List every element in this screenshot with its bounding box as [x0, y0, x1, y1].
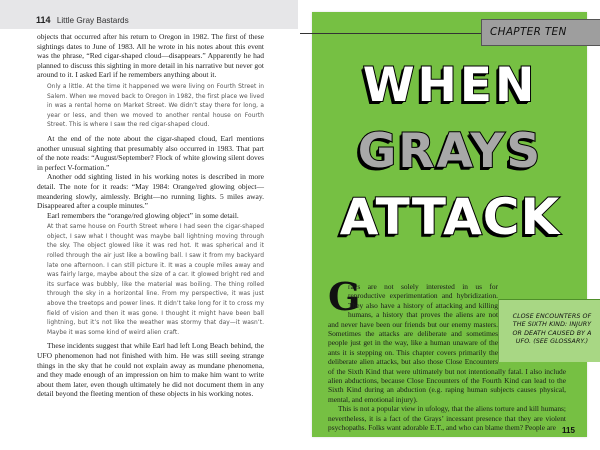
book-title: Little Gray Bastards — [56, 16, 129, 25]
definition-sidebar — [498, 299, 600, 362]
left-body-text — [37, 32, 264, 399]
paragraph: This is not a popular view in ufology, that the aliens torture and kill humans; nevertheless, it is a fact of the Grays’ incessant presence that they are violent psychopaths. Folks want adorable E.T., and who can blame them? People are — [328, 404, 566, 433]
running-head — [0, 0, 298, 29]
right-page — [300, 0, 600, 450]
chapter-title-line-1: WHEN — [362, 58, 538, 113]
paragraph: Earl remembers the “orange/red glowing object” in some detail. — [47, 210, 239, 220]
chapter-title-line-3: ATTACK — [339, 188, 561, 246]
paragraph: Another odd sighting listed in his working notes is described in more detail. The note for it reads: “May 1984: Orange/red glowing object—meandering slowly, aimlessly. Bright—no running lights. 5 miles away. Disappeared after a couple minutes.” — [37, 172, 264, 211]
chapter-label — [481, 19, 600, 46]
sidebar-note-text: CLOSE ENCOUNTERS OF THE SIXTH KIND: INJURY OR DEATH CAUSED BY A UFO. (SEE GLOSSARY.) — [512, 313, 592, 346]
running-head-text — [36, 15, 129, 25]
paragraph: At the end of the note about the cigar-shaped cloud, Earl mentions another unusual sighting that presumably also occurred in 1983. That part of the note reads: “August/September? Flock of white glowing silent doves in perfect V-formation.” — [37, 133, 264, 172]
chapter-title-line-2: GRAYS — [357, 124, 543, 179]
block-quote: At that same house on Fourth Street where I had seen the cigar-shaped object, I saw what I thought was maybe ball lightning moving through the sky. The object glowed like it was red hot. It was spherical and it rolled through the air just like a bowling ball. I saw it from my backyard late one afternoon. I can still picture it. It was a couple miles away and was fairly large, maybe about the size of a car. It glowed bright red and its surface was bubbly, like the material was boiling. The thing rolled through the sky in a horizontal line. From my perspective, it was just above the treetops and power lines. It didn’t take long for it to cross my field of vision and then it was gone. I thought it might have been ball lightning, but it’s not like the weather was stormy that day—it wasn’t. Maybe it was some kind of weird alien craft. — [47, 224, 264, 336]
paragraph: These incidents suggest that while Earl had left Long Beach behind, the UFO phenomenon had not finished with him. He was still seeing strange things in the sky that he could not explain away as mundane phenomena, and they made enough of an impression on him to make him want to write about them later, even though ultimately he did not document them in any detail beyond the fleeting mention of these objects in his working notes. — [37, 341, 264, 399]
chapter-label-text: CHAPTER TEN — [490, 26, 567, 38]
drop-cap: G — [328, 274, 361, 319]
paragraph: rays are not solely interested in us for reproductive experimentation and hybridization. They also have a history of attacking and killing humans, a history that proves the aliens are not and never have been our friends but our enemy masters. Sometimes the attacks are deliberate and sometimes people just get in the way, like a human unaware of the ants it is stepping on. This chapter covers primarily the deliberate alien attacks, but also those Close Encounters of the Sixth Kind that were ultimately but not intentionally fatal. I also include alien abductions, because Close Encounters of the Fourth Kind can lead to the Sixth Kind during an abduction (e.g. raping human subjects causes physical, mental, and emotional injury). — [328, 282, 566, 404]
chapter-rule-line — [300, 33, 482, 34]
page-number-left: 114 — [36, 15, 51, 25]
paragraph: objects that occurred after his return to Oregon in 1982. The first of these sightings dates to June of 1983. All he wrote in his notes about this event was the phrase, “Red cigar-shaped cloud—disappears.” Apparently he had planned to discuss this sighting in more detail in his narrative but never got around to it. I asked Earl if he remembers anything about it. — [37, 32, 264, 80]
page-number-right: 115 — [562, 426, 575, 435]
block-quote: Only a little. At the time it happened we were living on Fourth Street in Salem. When we moved back to Oregon in 1982, the first place we lived in was a rental home on Market Street. We didn’t stay there for long, a year or less, and then we moved to another rental house on Fourth Street. This is where I saw the red cigar-shaped cloud. — [47, 83, 264, 129]
